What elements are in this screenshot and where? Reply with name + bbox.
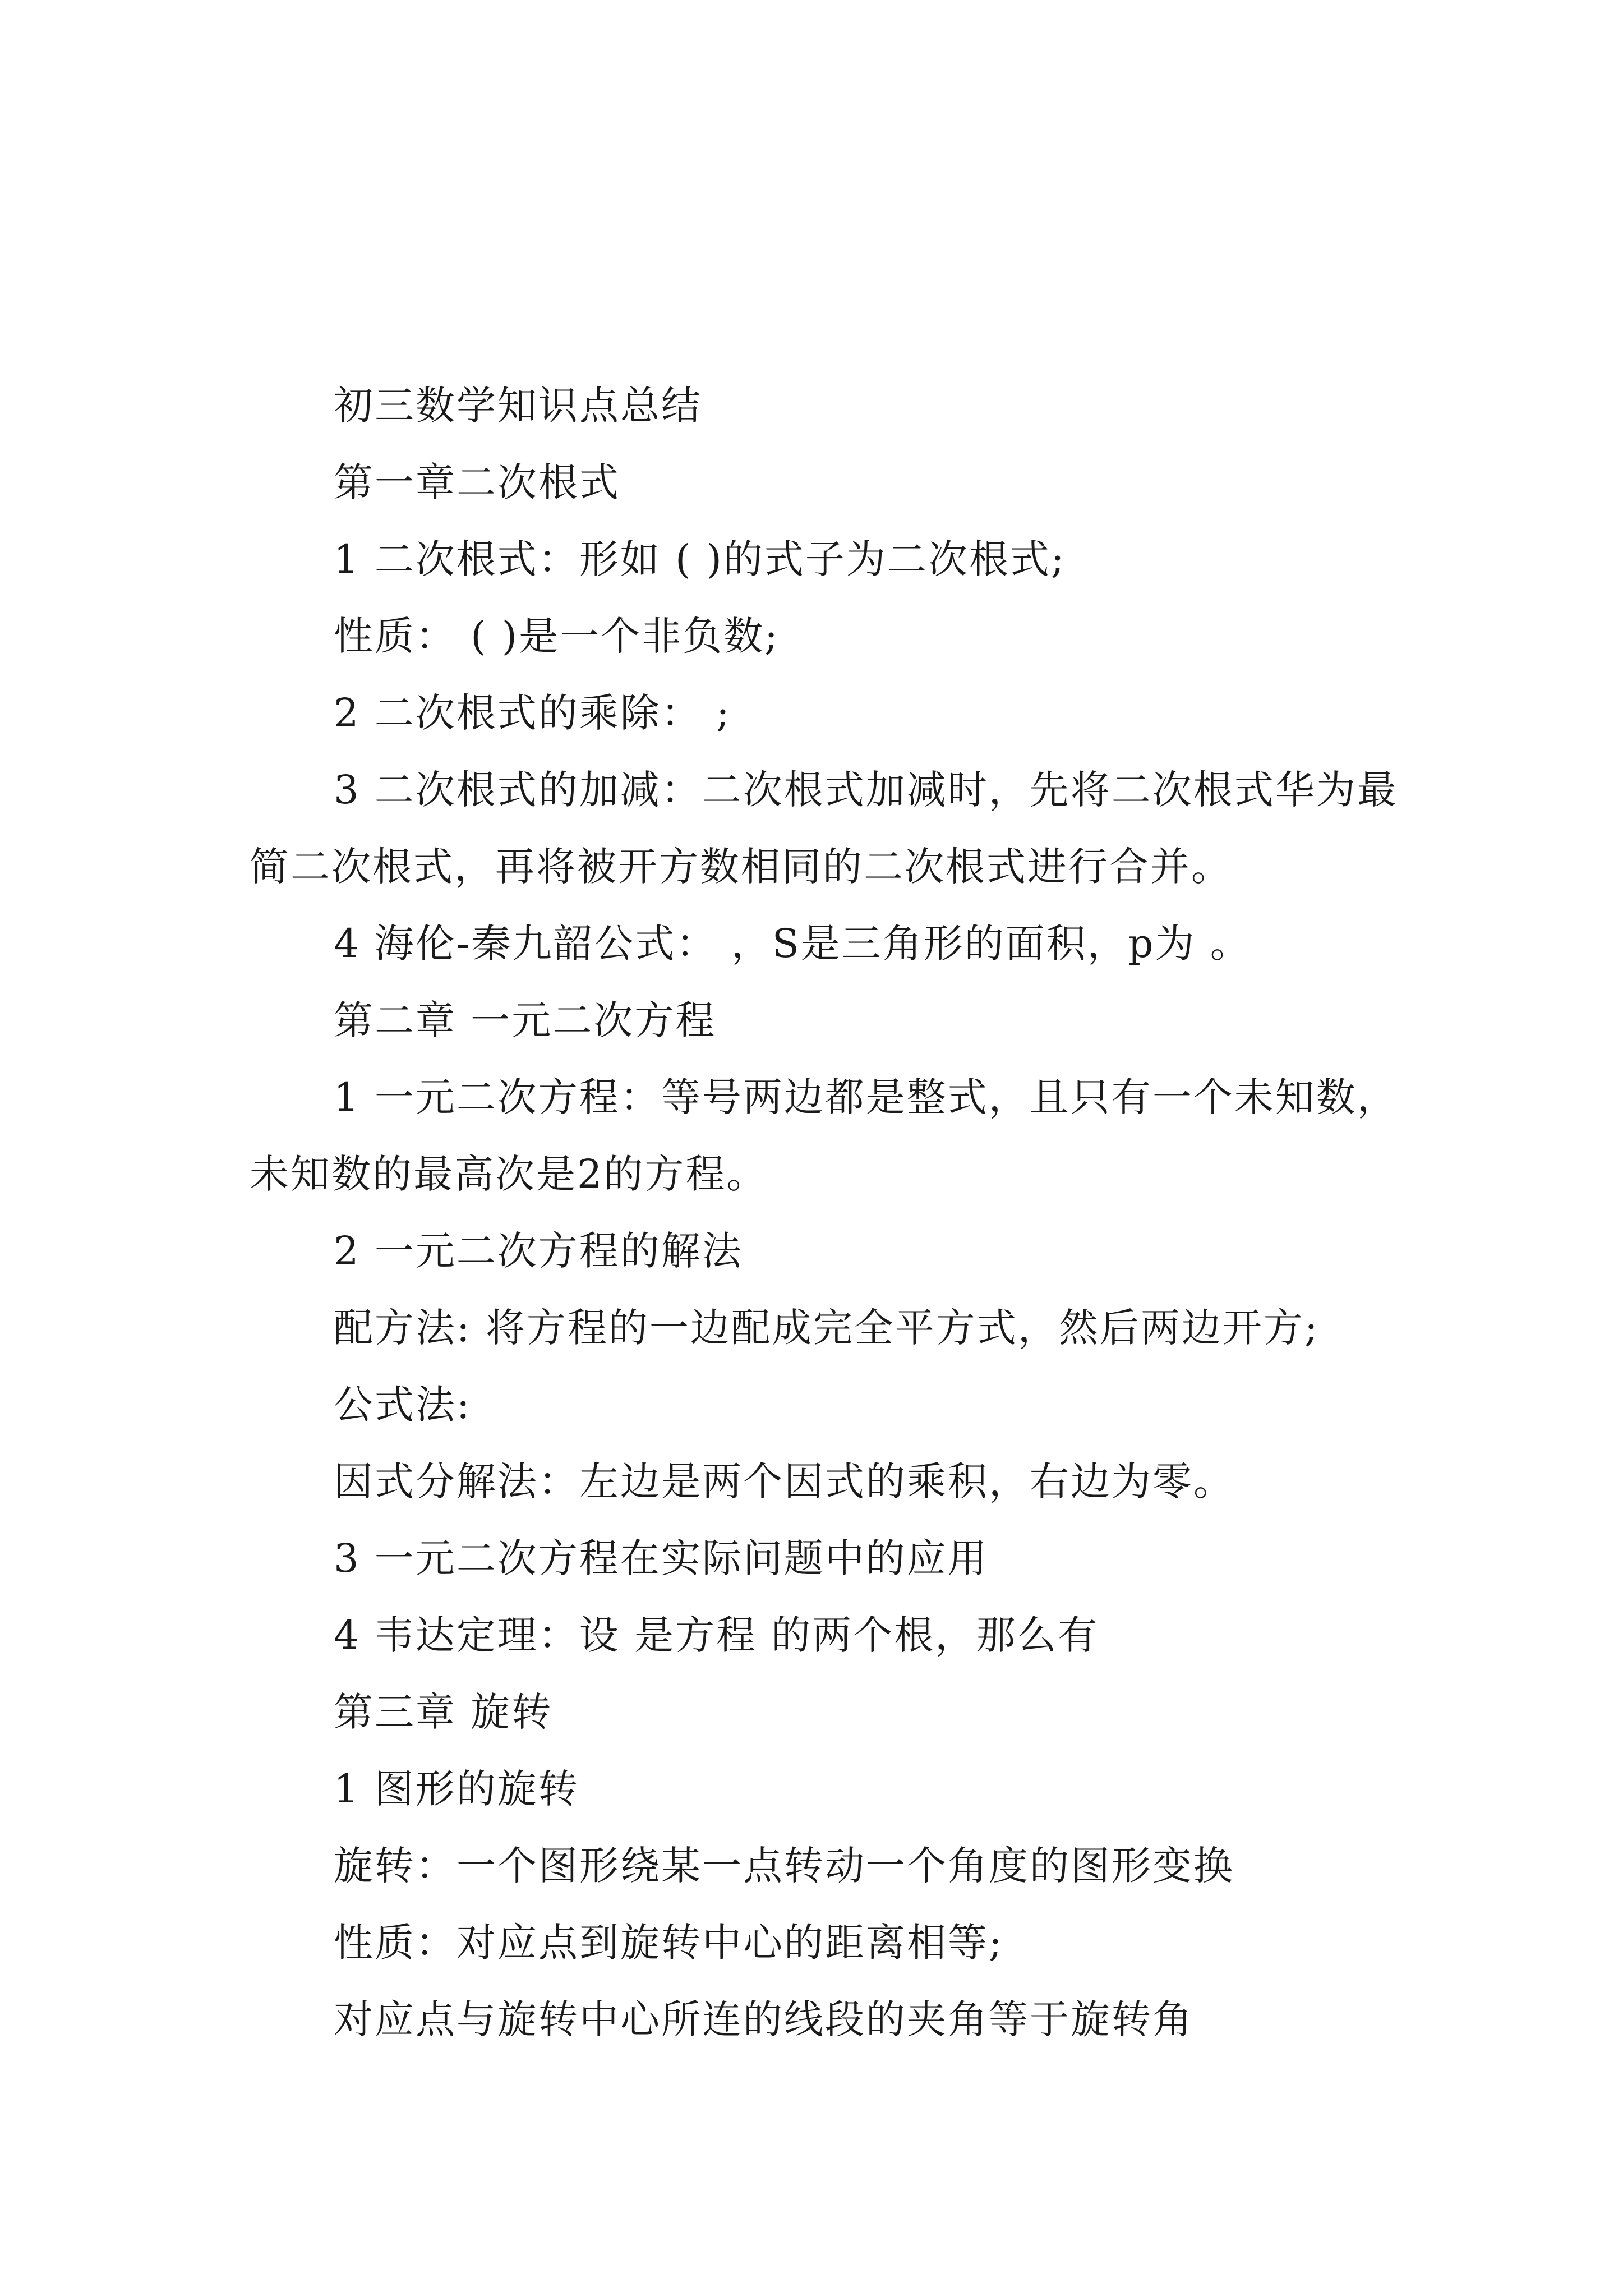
paragraph: 3 一元二次方程在实际问题中的应用 (334, 1535, 989, 1581)
paragraph: 性质：对应点到旋转中心的距离相等; (334, 1920, 1004, 1966)
paragraph: 对应点与旋转中心所连的线段的夹角等于旋转角 (334, 1996, 1193, 2042)
document-body (250, 367, 1427, 2058)
paragraph: 3 二次根式的加减：二次根式加减时，先将二次根式华为最简二次根式，再将被开方数相同的二次根式进行合并。 (250, 767, 1398, 890)
paragraph: 旋转：一个图形绕某一点转动一个角度的图形变换 (334, 1843, 1234, 1889)
paragraph: 1 二次根式：形如 ( )的式子为二次根式; (334, 536, 1066, 582)
chapter-3-heading: 第三章 旋转 (334, 1689, 553, 1735)
paragraph: 1 图形的旋转 (334, 1766, 579, 1812)
paragraph: 性质： ( )是一个非负数; (334, 613, 780, 659)
paragraph: 2 一元二次方程的解法 (334, 1228, 743, 1274)
paragraph: 2 二次根式的乘除： ; (334, 690, 731, 736)
paragraph: 配方法: 将方程的一边配成完全平方式，然后两边开方; (334, 1305, 1320, 1351)
chapter-2-heading: 第二章 一元二次方程 (334, 997, 717, 1043)
paragraph: 因式分解法：左边是两个因式的乘积，右边为零。 (334, 1458, 1234, 1504)
paragraph: 4 韦达定理：设 是方程 的两个根，那么有 (334, 1612, 1099, 1658)
paragraph: 1 一元二次方程：等号两边都是整式，且只有一个未知数，未知数的最高次是2的方程。 (250, 1074, 1398, 1197)
paragraph: 4 海伦-秦九韶公式： ，S是三角形的面积，p为 。 (334, 921, 1251, 967)
paragraph: 公式法: (334, 1382, 472, 1428)
chapter-1-heading: 第一章二次根式 (334, 459, 620, 505)
document-title: 初三数学知识点总结 (334, 383, 702, 429)
